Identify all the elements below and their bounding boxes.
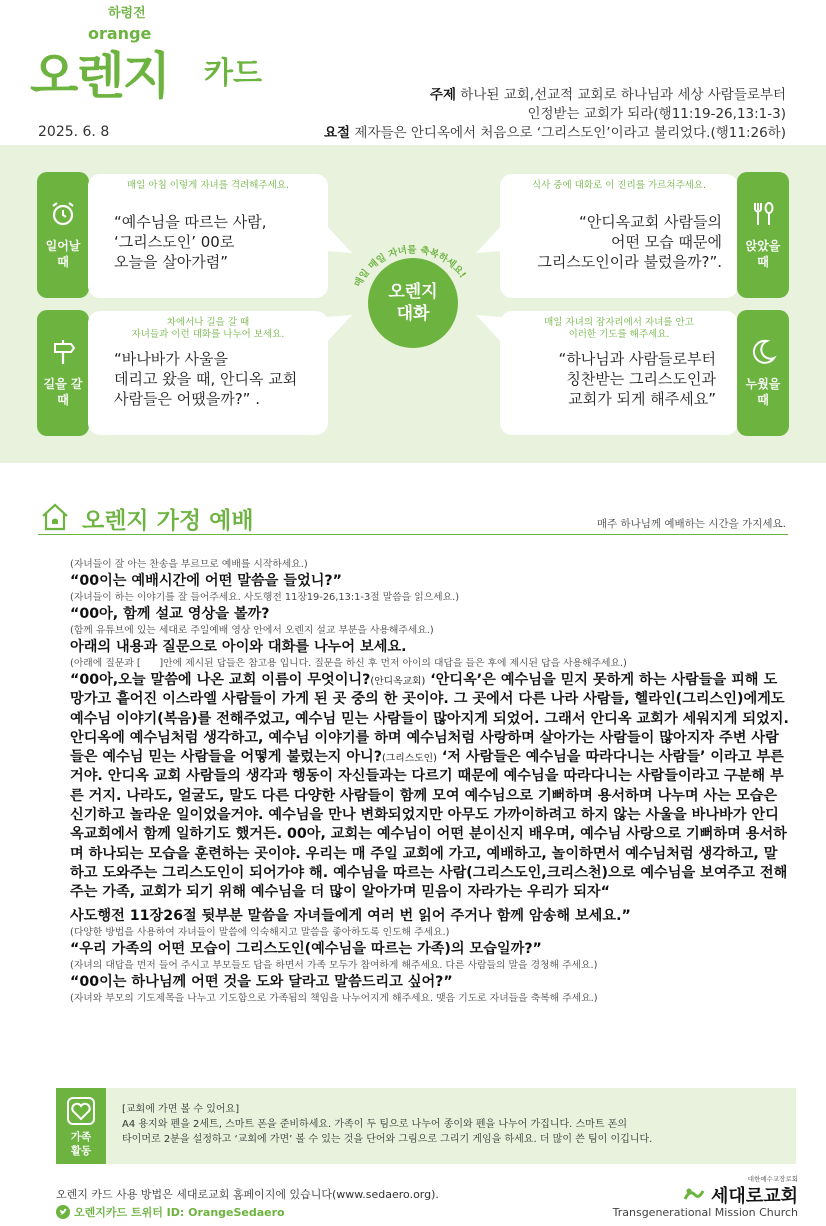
wake-hint: 매일 아침 이렇게 자녀를 격려해주세요. [127,180,289,191]
meal-label-2: 때 [757,255,769,269]
meal-hint: 식사 중에 대화로 이 진리를 가르쳐주세요. [531,180,707,191]
activity-line-2: 타이머로 2분을 설정하고 ‘교회에 가면’ 볼 수 있는 것을 단어와 그림으로 그리기 게임을 하세요. 더 많이 쓴 팀이 이깁니다. [122,1134,653,1145]
road-question [114,349,297,409]
wake-label-2: 때 [57,255,69,269]
step6-note: (자녀의 대답을 먼저 들어 주시고 부모들도 답을 하면서 가족 모두가 참여하게 해주세요. 다른 사람들의 말을 경청해 주세요.) [70,959,598,971]
step2-question: “00아, 함께 설교 영상을 볼까? [70,606,270,622]
step3-note: (함께 유튜브에 있는 세대로 주일예배 영상 안에서 오렌지 설교 부분을 사용해주세요.) [70,625,434,636]
bed-label-box [737,310,789,436]
wake-q3: 오늘을 살아가렴” [114,253,228,271]
theme-block [286,86,786,143]
meal-q2: 어떤 모습 때문에 [611,233,722,251]
step7-question: “00이는 하나님께 어떤 것을 도와 달라고 말씀드리고 싶어?” [70,973,453,990]
issue-date: 2025. 6. 8 [38,124,110,140]
wake-label-box [37,172,89,298]
twitter-icon [56,1205,70,1219]
road-label-1: 길을 갈 [43,377,83,391]
wake-bubble [88,174,328,298]
activity-text [122,1102,782,1147]
wake-label-1: 일어날 [45,239,81,253]
activity-label-2: 활동 [70,1145,92,1157]
bed-label-1: 누웠을 [745,377,781,391]
step2-note: (자녀들이 하는 이야기를 잘 들어주세요. 사도행전 11장19-26,13:1-3절 말씀을 읽으세요.) [70,592,460,603]
church-name: 세대로교회 [711,1186,798,1207]
denomination: 대한예수교장로회 [747,1175,798,1183]
bubble-tail [476,313,502,343]
activity-title: [교회에 가면 볼 수 있어요] [122,1104,240,1115]
worship-title: 오렌지 가정 예배 [82,508,254,534]
bed-label-2: 때 [757,393,769,407]
step5-note: (다양한 방법을 사용하여 자녀들이 말씀에 익숙해지고 말씀을 좋아하도록 인도해 주세요.) [70,926,450,938]
road-q2: 데리고 왔을 때, 안디옥 교회 [114,370,298,388]
moon-icon [749,338,777,366]
orange-card-logo [28,2,288,105]
family-activity-panel [56,1088,796,1164]
bed-q3: 교회가 되게 해주세요” [568,390,716,408]
road-bubble [88,311,328,435]
house-icon [40,502,70,532]
step1-note: (자녀들이 잘 아는 찬송을 부르므로 예배를 시작하세요.) [70,559,308,570]
step4-note: (아래에 질문과 [ ]안에 제시된 답들은 참고용 입니다. 질문을 하신 후 먼저 아이의 대답을 들은 후에 제시된 답을 사용해주세요.) [70,658,627,669]
activity-label-1: 가족 [70,1131,92,1143]
center-line-1: 오렌지 [388,282,438,302]
orange-talk-circle [368,258,458,348]
usage-info: 오렌지 카드 사용 방법은 세대로교회 홈페이지에 있습니다(www.sedaero.org). [56,1188,439,1201]
story-answer-2: (그리스도인) [381,753,437,765]
step1-question: “00이는 예배시간에 어떤 말씀을 들었니?” [70,573,342,589]
arc-text: 매일 매일 자녀를 축복하세요! [352,244,468,290]
road-label-2: 때 [57,393,69,407]
wake-question [114,212,267,272]
bed-q1: “하나님과 사람들로부터 [558,350,716,368]
center-line-2: 대화 [396,304,430,324]
theme-line1: 하나된 교회,선교적 교회로 하나님과 세상 사람들로부터 [460,87,786,103]
logo-card: 카드 [204,56,262,91]
road-q3: 사람들은 어땠을까?” . [114,390,260,408]
church-logo [683,1182,798,1208]
meal-question [537,212,722,272]
story-paragraph [70,671,790,903]
step6-question: “우리 가족의 어떤 모습이 그리스도인(예수님을 따르는 가족)의 모습일까?” [70,940,542,957]
wake-q2: ‘그리스도인’ 00로 [114,233,235,251]
road-hint [88,317,328,341]
story-part-2: ‘안디옥’은 예수님을 믿지 못하게 하는 사람들을 피해 도망가고 흩어진 이스라엘 사람들이 가게 된 곳 중의 한 곳이야. 그 곳에서 다른 나라 사람들, 헬라인(그리스인)에게도 예수님 이야기(복음)를 전해주었고, 예수님 믿는 사람들이 많아지게 되었어. 그래서 안디옥 교회가 세워지게 되었지. 안디옥에 예수님처럼 생각하고, 예수님 이야기를 하며 예수님처럼 사랑하며 살아가는 사람들이 많아지자 주변 사람들은 예수님 믿는 사람들을 어떻게 불렀는지 아니? [70,672,789,766]
family-activity-label [56,1088,106,1164]
meal-label-box [737,172,789,298]
twitter-info[interactable] [56,1204,285,1220]
activity-line-1: A4 용지와 펜을 2세트, 스마트 폰을 준비하세요. 가족이 두 팀으로 나누어 종이와 펜을 나누어 가집니다. 스마트 폰의 [122,1119,628,1130]
worship-body [70,558,790,1006]
road-q1: “바나바가 사울을 [114,350,228,368]
bed-hint [500,317,738,341]
meal-q3: 그리스도인이라 불렀을까?”. [537,253,722,271]
story-part-1: “00아,오늘 말씀에 나온 교회 이름이 무엇이니? [70,672,371,688]
fork-spoon-icon [749,200,777,228]
meal-bubble [500,174,738,298]
road-hint-2: 자녀들과 이런 대화를 나누어 보세요. [131,329,285,340]
twitter-id: 오렌지카드 트위터 ID: OrangeSedaero [74,1206,285,1219]
theme-line2: 인정받는 교회가 되라(행11:19-26,13:1-3) [527,106,786,122]
church-english-name: Transgenerational Mission Church [612,1206,798,1219]
bed-question [559,349,716,409]
heart-icon [66,1096,96,1126]
bubble-tail [326,313,352,343]
alarm-clock-icon [49,200,77,228]
section-divider [38,534,788,535]
meal-label-1: 앉았을 [745,239,781,253]
theme-label: 주제 [429,87,456,103]
road-label-box [37,310,89,436]
logo-orange-text: orange [88,24,152,43]
meal-q1: “안디옥교회 사람들의 [579,213,722,231]
step3-question: 아래의 내용과 질문으로 아이와 대화를 나누어 보세요. [70,639,407,655]
step5-question: 사도행전 11장26절 뒷부분 말씀을 자녀들에게 여러 번 읽어 주거나 함께 암송해 보세요.” [70,907,631,924]
bed-hint-2: 이러한 기도를 해주세요. [568,329,670,340]
worship-subtitle: 매주 하나님께 예배하는 시간을 가지세요. [596,518,786,530]
bed-bubble [500,311,738,435]
summary-label: 요절 [324,125,351,141]
road-hint-1: 차에서나 길을 갈 때 [166,317,250,328]
step7-note: (자녀와 부모의 기도제목을 나누고 기도함으로 가족됨의 책임을 나누어지게 해주세요. 맺음 기도로 자녀들을 축복해 주세요.) [70,992,598,1004]
summary-text: 제자들은 안디옥에서 처음으로 ‘그리스도인’이라고 불리었다.(행11:26하) [354,125,786,141]
signpost-icon [49,338,77,366]
logo-top-text: 하령전 [108,6,146,21]
story-answer-1: (안디옥교회) [370,676,426,687]
logo-title: 오렌지 [30,47,169,105]
story-part-3: ‘저 사람들은 예수님을 따라다니는 사람들’ 이라고 부른거야. 안디옥 교회 사람들의 생각과 행동이 자신들과는 다르기 때문에 예수님을 따라다니는 사람들이라고 구분해 부른 거지. 나라도, 얼굴도, 말도 다른 다양한 사람들이 함께 모여 예수님으로 기뻐하며 용서하며 나누며 사는 모습은 신기하고 놀라운 일이었을거야. 예수님을 만나 변화되었지만 아무도 가까이하려고 하지 않는 사울을 바나바가 안디옥교회에서 함께 일하기도 했거든. 00아, 교회는 예수님이 어떤 분이신지 배우며, 예수님 사랑으로 기뻐하며 용서하며 하나되는 모습을 훈련하는 곳이야. 우리는 매 주일 교회에 가고, 예배하고, 놀이하면서 예수님처럼 생각하고, 말하고 도와주는 그리스도인이 되어가야 해. 예수님을 따르는 사람(그리스도인,크리스천)으로 예수님을 보여주고 전해주는 가족, 교회가 되기 위해 예수님을 더 많이 알아가며 믿음이 자라가는 우리가 되자“ [70,749,788,901]
bed-q2: 칭찬받는 그리스도인과 [566,370,716,388]
church-logo-icon [683,1185,705,1205]
wake-q1: “예수님을 따르는 사람, [114,213,267,231]
bed-hint-1: 매일 자녀의 잠자리에서 자녀를 안고 [544,317,694,328]
